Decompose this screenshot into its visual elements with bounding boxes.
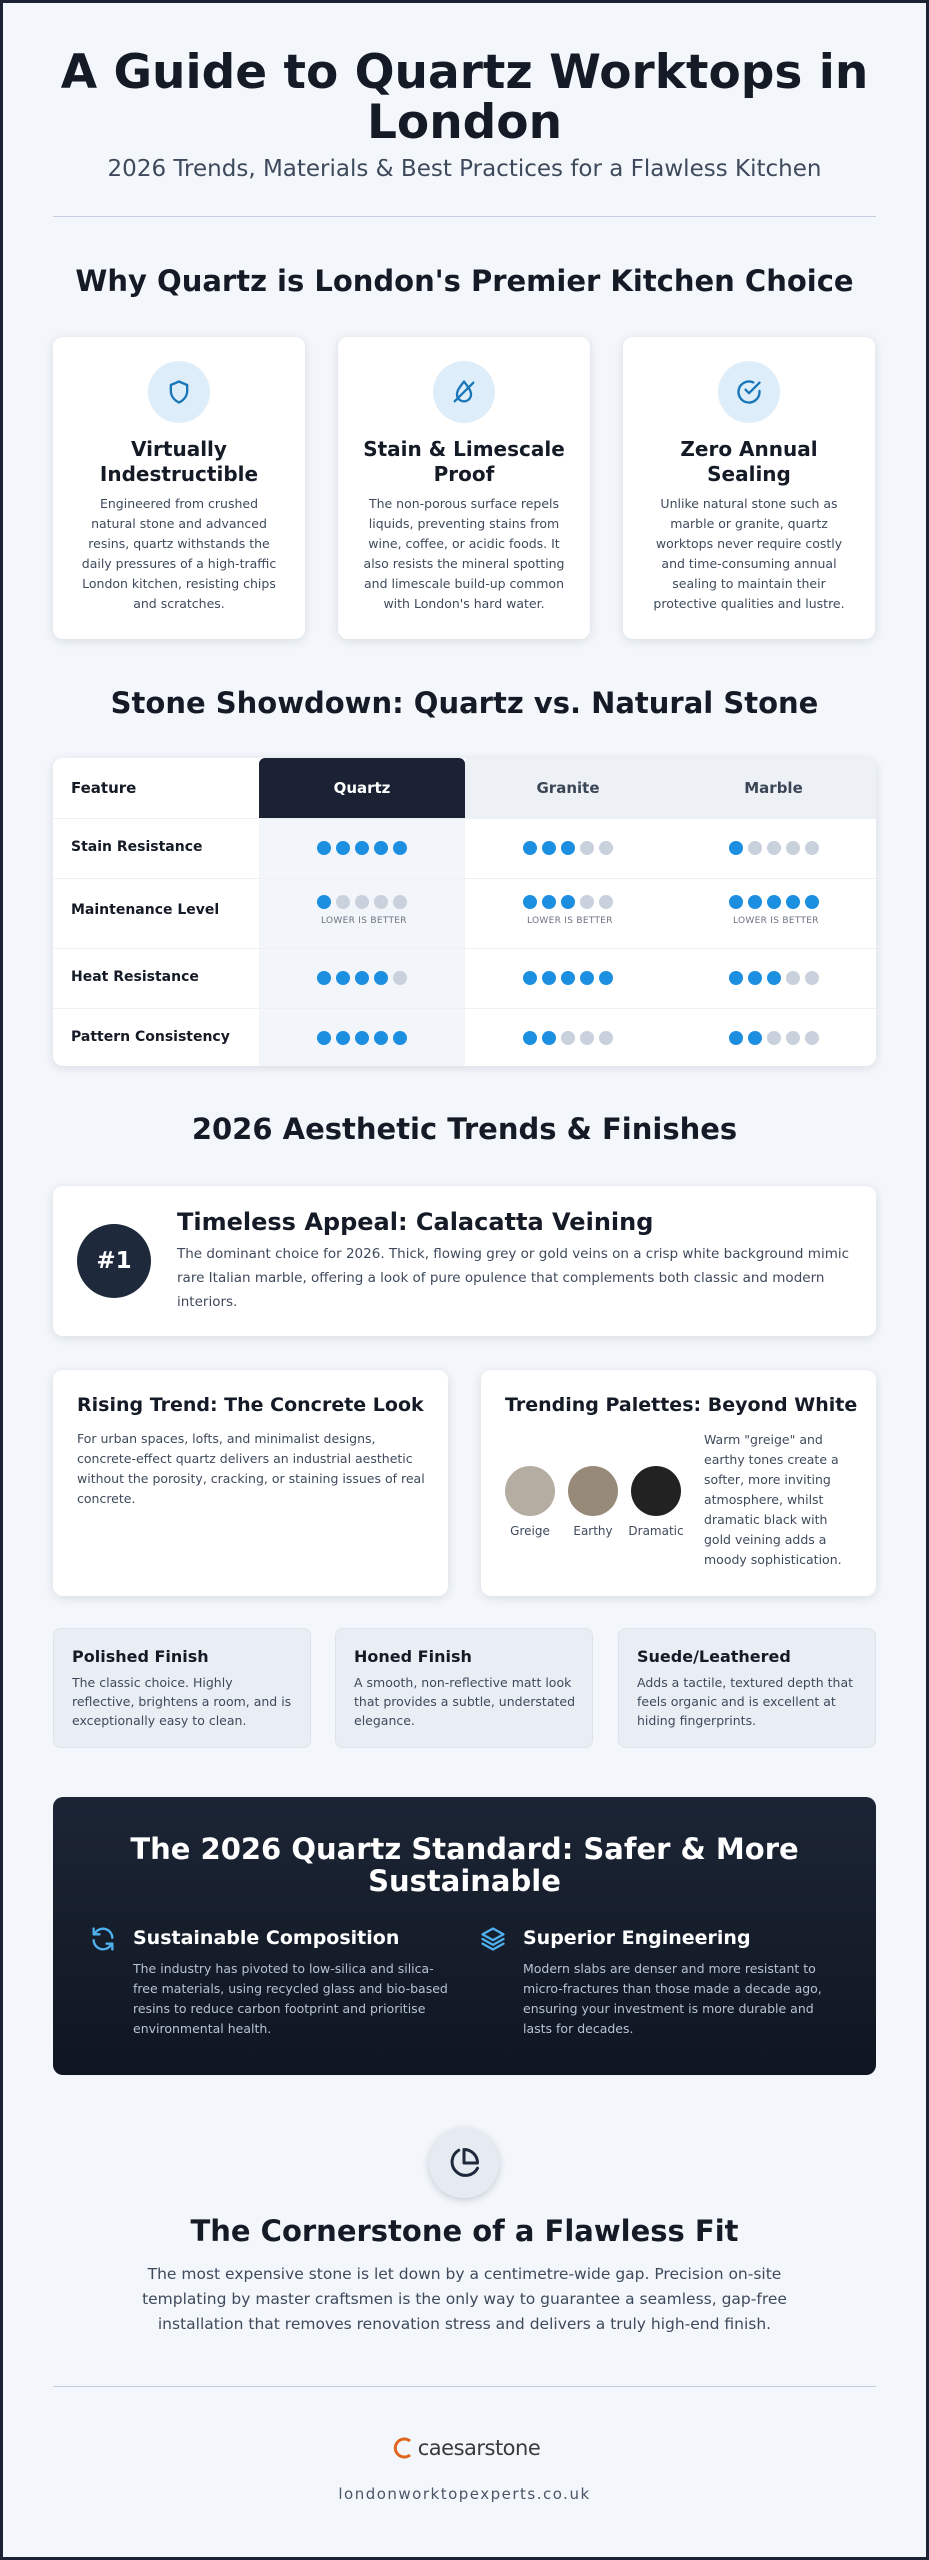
row-divider bbox=[53, 818, 876, 819]
finish-card-polished bbox=[53, 1628, 311, 1748]
score-dot-empty bbox=[374, 895, 388, 909]
score-dot-filled bbox=[748, 895, 762, 909]
feature-card-stain-proof bbox=[338, 337, 590, 639]
header-granite: Granite bbox=[465, 758, 671, 818]
score-dot-filled bbox=[542, 971, 556, 985]
feature-title: Virtually Indestructible bbox=[99, 437, 259, 486]
score-rating bbox=[729, 971, 819, 985]
score-dot-filled bbox=[748, 971, 762, 985]
score-dot-empty bbox=[786, 971, 800, 985]
finish-title: Polished Finish bbox=[72, 1647, 209, 1666]
score-dot-filled bbox=[317, 841, 331, 855]
swatch-circle bbox=[505, 1466, 555, 1516]
header-feature: Feature bbox=[53, 758, 259, 818]
swatch-dramatic bbox=[626, 1466, 686, 1538]
score-dot-filled bbox=[580, 971, 594, 985]
swatch-label: Earthy bbox=[573, 1524, 613, 1538]
score-dot-filled bbox=[767, 971, 781, 985]
score-dot-empty bbox=[580, 1031, 594, 1045]
footer-url[interactable]: londonworktopexperts.co.uk bbox=[338, 2485, 591, 2503]
score-dot-filled bbox=[542, 895, 556, 909]
score-rating bbox=[523, 841, 613, 855]
trend-desc: For urban spaces, lofts, and minimalist designs, concrete-effect quartz delivers an industrial aesthetic without the porosity, cracking, or staining issues of real concrete. bbox=[77, 1431, 425, 1506]
score-rating bbox=[317, 1031, 407, 1045]
standard-section bbox=[53, 1797, 876, 2075]
lower-is-better-note: LOWER IS BETTER bbox=[321, 916, 407, 926]
score-rating bbox=[729, 1031, 819, 1045]
score-rating bbox=[729, 895, 819, 909]
score-rating bbox=[317, 971, 407, 985]
score-dot-empty bbox=[580, 841, 594, 855]
row-label: Stain Resistance bbox=[71, 839, 203, 855]
feature-desc: Unlike natural stone such as marble or granite, quartz worktops never require costly and time-consuming annual sealing to maintain their protective qualities and lustre. bbox=[653, 496, 845, 611]
finish-card-honed bbox=[335, 1628, 593, 1748]
recycle-icon bbox=[89, 1925, 117, 1957]
score-dot-filled bbox=[786, 895, 800, 909]
score-dot-filled bbox=[523, 1031, 537, 1045]
score-dot-empty bbox=[786, 1031, 800, 1045]
score-dot-filled bbox=[729, 841, 743, 855]
standard-item-desc: Modern slabs are denser and more resistant to micro-fractures than those made a decade ago, ensuring your investment is more durable and lasts for decades. bbox=[523, 1961, 822, 2036]
trend-card-palettes bbox=[481, 1370, 876, 1596]
score-dot-empty bbox=[580, 895, 594, 909]
row-label: Heat Resistance bbox=[71, 969, 199, 985]
shield-icon bbox=[148, 361, 210, 423]
score-dot-empty bbox=[786, 841, 800, 855]
trend-card-concrete bbox=[53, 1370, 448, 1596]
feature-title: Stain & Limescale Proof bbox=[363, 437, 565, 486]
logo-text: caesarstone bbox=[417, 2436, 541, 2460]
score-dot-filled bbox=[393, 1031, 407, 1045]
trend-title: Trending Palettes: Beyond White bbox=[505, 1394, 858, 1416]
feature-title: Zero Annual Sealing bbox=[680, 437, 818, 486]
showdown-section-title: Stone Showdown: Quartz vs. Natural Stone bbox=[110, 686, 819, 720]
score-dot-empty bbox=[805, 1031, 819, 1045]
closing-desc: The most expensive stone is let down by a centimetre-wide gap. Precision on-site templating by master craftsmen is the only way to guarantee a seamless, gap-free installation that removes renovation stress and delivers a truly high-end finish. bbox=[142, 2265, 787, 2333]
feature-card-zero-sealing bbox=[623, 337, 875, 639]
score-rating bbox=[523, 971, 613, 985]
score-dot-filled bbox=[542, 1031, 556, 1045]
trend-card-calacatta bbox=[53, 1186, 876, 1336]
standard-item-title: Superior Engineering bbox=[523, 1927, 751, 1949]
swatch-label: Greige bbox=[510, 1524, 550, 1538]
quartz-column-highlight bbox=[259, 818, 465, 1066]
score-rating bbox=[317, 841, 407, 855]
score-dot-filled bbox=[748, 1031, 762, 1045]
score-dot-filled bbox=[393, 841, 407, 855]
score-dot-empty bbox=[767, 1031, 781, 1045]
score-dot-filled bbox=[561, 971, 575, 985]
score-dot-empty bbox=[599, 841, 613, 855]
score-dot-empty bbox=[767, 841, 781, 855]
score-rating bbox=[523, 1031, 613, 1045]
score-dot-empty bbox=[805, 841, 819, 855]
score-dot-empty bbox=[355, 895, 369, 909]
score-dot-filled bbox=[317, 971, 331, 985]
score-dot-filled bbox=[542, 841, 556, 855]
trend-desc: The dominant choice for 2026. Thick, flowing grey or gold veins on a crisp white background mimic rare Italian marble, offering a look of pure opulence that complements both classic and modern interiors. bbox=[177, 1246, 850, 1310]
finish-desc: Adds a tactile, textured depth that feels organic and is excellent at hiding fingerprints. bbox=[637, 1675, 854, 1728]
score-rating bbox=[729, 841, 819, 855]
score-dot-filled bbox=[355, 971, 369, 985]
score-dot-filled bbox=[336, 971, 350, 985]
row-divider bbox=[53, 1008, 876, 1009]
score-dot-filled bbox=[374, 1031, 388, 1045]
closing-title: The Cornerstone of a Flawless Fit bbox=[190, 2214, 739, 2248]
palette-desc: Warm "greige" and earthy tones create a softer, more inviting atmosphere, whilst dramatic black with gold veining adds a moody sophistication. bbox=[704, 1432, 842, 1567]
no-stain-icon bbox=[433, 361, 495, 423]
why-section-title: Why Quartz is London's Premier Kitchen Choice bbox=[75, 264, 854, 298]
swatch-circle bbox=[568, 1466, 618, 1516]
page-title: A Guide to Quartz Worktops in London bbox=[60, 45, 869, 150]
score-dot-filled bbox=[523, 971, 537, 985]
score-dot-empty bbox=[336, 895, 350, 909]
score-dot-filled bbox=[767, 895, 781, 909]
score-rating bbox=[523, 895, 613, 909]
row-label: Maintenance Level bbox=[71, 902, 220, 918]
score-dot-filled bbox=[374, 841, 388, 855]
feature-card-indestructible bbox=[53, 337, 305, 639]
logo-mark-icon bbox=[390, 2435, 416, 2461]
score-dot-empty bbox=[599, 895, 613, 909]
score-dot-filled bbox=[729, 971, 743, 985]
score-dot-filled bbox=[523, 841, 537, 855]
layers-icon bbox=[479, 1925, 507, 1957]
brand-logo bbox=[380, 2433, 550, 2463]
finish-desc: A smooth, non-reflective matt look that provides a subtle, understated elegance. bbox=[354, 1675, 576, 1728]
score-rating bbox=[317, 895, 407, 909]
score-dot-filled bbox=[729, 1031, 743, 1045]
page-subtitle: 2026 Trends, Materials & Best Practices for a Flawless Kitchen bbox=[107, 156, 822, 182]
feature-desc: The non-porous surface repels liquids, preventing stains from wine, coffee, or acidic foods. It also resists the mineral spotting and limescale build-up common with London's hard water. bbox=[363, 496, 565, 611]
check-circle-icon bbox=[718, 361, 780, 423]
finish-desc: The classic choice. Highly reflective, brightens a room, and is exceptionally easy to clean. bbox=[72, 1675, 292, 1728]
score-dot-filled bbox=[729, 895, 743, 909]
row-label: Pattern Consistency bbox=[71, 1029, 230, 1045]
score-dot-filled bbox=[336, 1031, 350, 1045]
score-dot-empty bbox=[393, 971, 407, 985]
row-divider bbox=[53, 948, 876, 949]
swatch-earthy bbox=[568, 1466, 618, 1538]
trend-title: Timeless Appeal: Calacatta Veining bbox=[177, 1208, 654, 1236]
score-dot-filled bbox=[336, 841, 350, 855]
finish-card-suede bbox=[618, 1628, 876, 1748]
divider bbox=[53, 216, 876, 217]
lower-is-better-note: LOWER IS BETTER bbox=[733, 916, 819, 926]
score-dot-filled bbox=[355, 1031, 369, 1045]
rank-badge: #1 bbox=[77, 1224, 151, 1298]
finish-title: Honed Finish bbox=[354, 1647, 472, 1666]
standard-item-desc: The industry has pivoted to low-silica and silica-free materials, using recycled glass and bio-based resins to reduce carbon footprint and prioritise environmental health. bbox=[133, 1961, 448, 2036]
score-dot-filled bbox=[317, 895, 331, 909]
score-dot-filled bbox=[805, 895, 819, 909]
pie-chart-icon bbox=[429, 2128, 499, 2198]
score-dot-empty bbox=[805, 971, 819, 985]
comparison-table bbox=[53, 758, 876, 1066]
standard-item-title: Sustainable Composition bbox=[133, 1927, 400, 1949]
trend-title: Rising Trend: The Concrete Look bbox=[77, 1394, 424, 1416]
score-dot-filled bbox=[523, 895, 537, 909]
swatch-greige bbox=[505, 1466, 555, 1538]
header-quartz: Quartz bbox=[259, 758, 465, 818]
score-dot-empty bbox=[599, 1031, 613, 1045]
score-dot-filled bbox=[317, 1031, 331, 1045]
footer-divider bbox=[53, 2386, 876, 2387]
score-dot-filled bbox=[561, 895, 575, 909]
trends-section-title: 2026 Aesthetic Trends & Finishes bbox=[191, 1112, 738, 1146]
header-marble: Marble bbox=[671, 758, 876, 818]
score-dot-empty bbox=[561, 1031, 575, 1045]
lower-is-better-note: LOWER IS BETTER bbox=[527, 916, 613, 926]
score-dot-filled bbox=[561, 841, 575, 855]
row-divider bbox=[53, 878, 876, 879]
score-dot-filled bbox=[599, 971, 613, 985]
standard-title: The 2026 Quartz Standard: Safer & More Sustainable bbox=[130, 1832, 799, 1898]
score-dot-filled bbox=[355, 841, 369, 855]
swatch-label: Dramatic bbox=[628, 1524, 684, 1538]
swatch-circle bbox=[631, 1466, 681, 1516]
feature-desc: Engineered from crushed natural stone and advanced resins, quartz withstands the daily pressures of a high-traffic London kitchen, resisting chips and scratches. bbox=[81, 496, 277, 611]
score-dot-filled bbox=[374, 971, 388, 985]
score-dot-empty bbox=[393, 895, 407, 909]
finish-title: Suede/Leathered bbox=[637, 1647, 791, 1666]
score-dot-empty bbox=[748, 841, 762, 855]
